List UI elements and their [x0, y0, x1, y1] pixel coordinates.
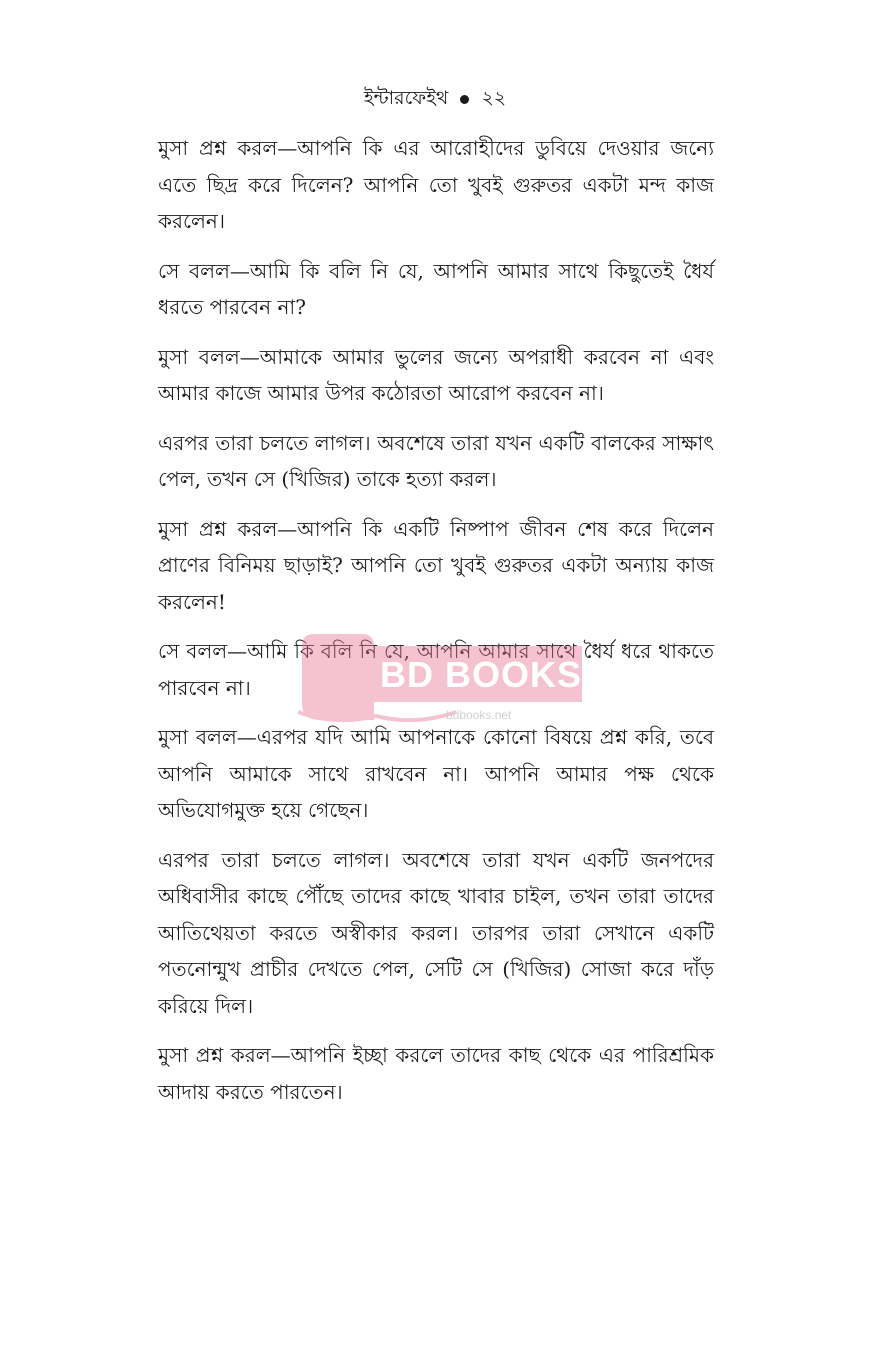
paragraph: মুসা বলল—এরপর যদি আমি আপনাকে কোনো বিষয়ে প্রশ্ন করি, তবে আপনি আমাকে সাথে রাখবেন না। আপনি আমার পক্ষ থেকে অভিযোগমুক্ত হয়ে গেছেন। — [158, 725, 714, 822]
book-title: ইন্টারফেইথ — [363, 87, 449, 109]
paragraph: মুসা প্রশ্ন করল—আপনি ইচ্ছা করলে তাদের কাছ থেকে এর পারিশ্রমিক আদায় করতে পারতেন। — [158, 1043, 714, 1104]
watermark-brand: BD BOOKS — [380, 654, 583, 695]
paragraph: সে বলল—আমি কি বলি নি যে, আপনি আমার সাথে ধৈর্য ধরে থাকতে পারবেন না। — [158, 639, 714, 700]
paragraph: মুসা প্রশ্ন করল—আপনি কি এর আরোহীদের ডুবিয়ে দেওয়ার জন্যে এতে ছিদ্র করে দিলেন? আপনি তো খুবই গুরুতর একটা মন্দ কাজ করলেন। — [158, 136, 714, 233]
paragraph: মুসা প্রশ্ন করল—আপনি কি একটি নিষ্পাপ জীবন শেষ করে দিলেন প্রাণের বিনিময় ছাড়াই? আপনি তো খুবই গুরুতর একটা অন্যায় কাজ করলেন! — [158, 516, 714, 614]
page-header — [0, 84, 870, 112]
watermark-url: bdbooks.net — [446, 708, 512, 722]
page-body — [158, 130, 714, 1123]
paragraph: এরপর তারা চলতে লাগল। অবশেষে তারা যখন একটি বালকের সাক্ষাৎ পেল, তখন সে (খিজির) তাকে হত্যা করল। — [158, 430, 714, 491]
paragraph: সে বলল—আমি কি বলি নি যে, আপনি আমার সাথে কিছুতেই ধৈর্য ধরতে পারবেন না? — [158, 258, 714, 319]
bullet-separator — [460, 95, 469, 104]
page-number: ২২ — [481, 87, 507, 109]
paragraph: মুসা বলল—আমাকে আমার ভুলের জন্যে অপরাধী করবেন না এবং আমার কাজে আমার উপর কঠোরতা আরোপ করবেন না। — [158, 344, 714, 405]
paragraph: এরপর তারা চলতে লাগল। অবশেষে তারা যখন একটি জনপদের অধিবাসীর কাছে পৌঁছে তাদের কাছে খাবার চাইল, তখন তারা তাদের আতিথেয়তা করতে অস্বীকার করল। তারপর তারা সেখানে একটি পতনোন্মুখ প্রাচীর দেখতে পেল, সেটি সে (খিজির) সোজা করে দাঁড় করিয়ে দিল। — [158, 847, 714, 1018]
